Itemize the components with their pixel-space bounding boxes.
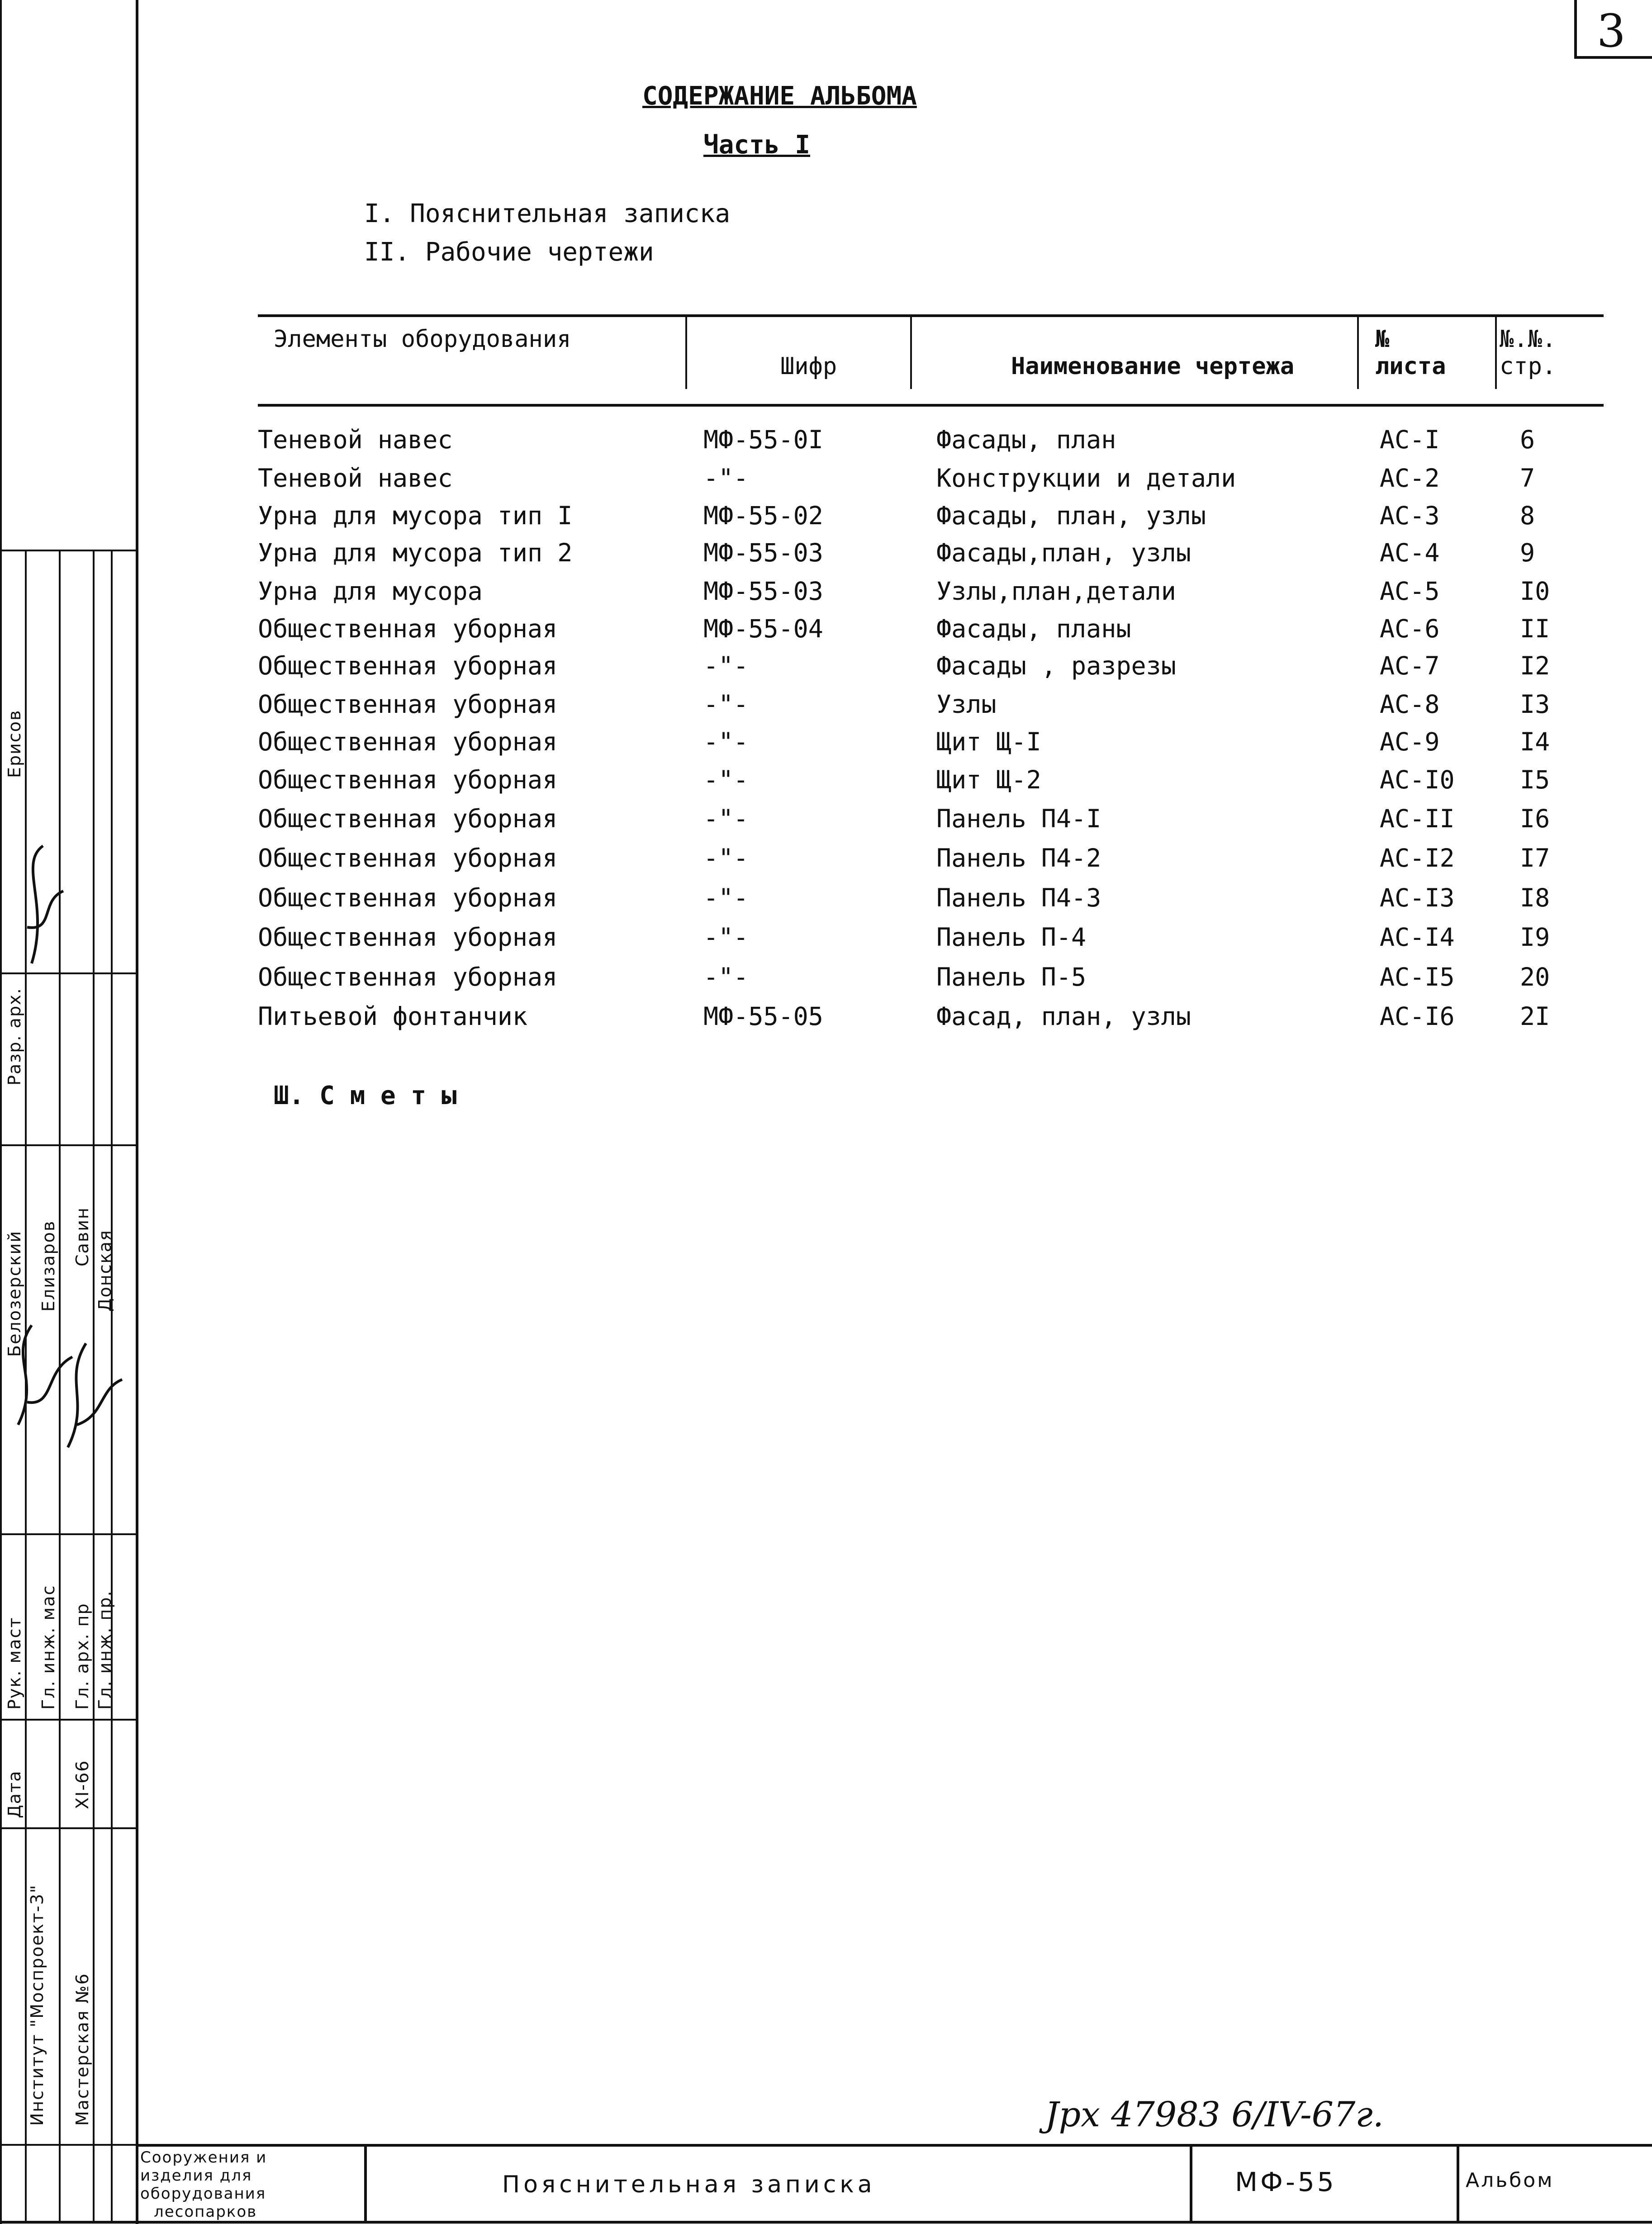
row-page: 20 xyxy=(1520,963,1550,991)
title-block-divider-1 xyxy=(364,2144,367,2223)
table-row xyxy=(258,963,1597,1001)
row-drawing-name: Панель П-5 xyxy=(936,963,1087,991)
row-page: 6 xyxy=(1520,425,1535,454)
row-code: -"- xyxy=(703,883,749,912)
row-page: I7 xyxy=(1520,844,1550,873)
stamp-role-top: Разр. арх. xyxy=(5,987,24,1086)
table-row xyxy=(258,1002,1597,1040)
stamp-role-1: Рук. маст xyxy=(5,1617,24,1710)
row-code: -"- xyxy=(703,923,749,952)
row-code: МФ-55-04 xyxy=(703,614,823,643)
row-element: Общественная уборная xyxy=(258,883,558,912)
row-drawing-name: Фасады, планы xyxy=(936,614,1131,643)
document-code: МФ-55 xyxy=(1235,2167,1337,2197)
row-drawing-name: Фасады , разрезы xyxy=(936,651,1176,680)
row-code: -"- xyxy=(703,765,749,794)
row-element: Общественная уборная xyxy=(258,651,558,680)
row-code: МФ-55-03 xyxy=(703,538,823,567)
stamp-row-line-1 xyxy=(0,550,136,551)
row-sheet: АС-I0 xyxy=(1380,765,1455,794)
row-element: Питьевой фонтанчик xyxy=(258,1002,528,1031)
header-sheet-label: листа xyxy=(1375,353,1446,380)
row-sheet: АС-I6 xyxy=(1380,1002,1455,1031)
row-page: 2I xyxy=(1520,1002,1550,1031)
row-element: Общественная уборная xyxy=(258,923,558,952)
row-drawing-name: Панель П4-2 xyxy=(936,844,1101,873)
row-sheet: АС-8 xyxy=(1380,690,1440,719)
row-drawing-name: Узлы,план,детали xyxy=(936,577,1176,606)
stamp-role-4: Гл. инж. пр. xyxy=(95,1590,115,1710)
row-drawing-name: Фасад, план, узлы xyxy=(936,1002,1191,1031)
stamp-role-3: Гл. арх. пр xyxy=(72,1603,92,1710)
row-element: Урна для мусора тип 2 xyxy=(258,538,573,567)
title-block-divider-2 xyxy=(1190,2144,1192,2223)
table-header-rule xyxy=(258,404,1604,407)
row-drawing-name: Узлы xyxy=(936,690,997,719)
title-block-bottom xyxy=(0,2221,1652,2224)
row-sheet: АС-I4 xyxy=(1380,923,1455,952)
row-element: Теневой навес xyxy=(258,464,453,493)
row-drawing-name: Панель П4-I xyxy=(936,804,1101,833)
row-drawing-name: Конструкции и детали xyxy=(936,464,1236,493)
part-title: Часть I xyxy=(703,130,811,160)
row-element: Общественная уборная xyxy=(258,844,558,873)
row-code: -"- xyxy=(703,690,749,719)
stamp-name-1: Белозерский xyxy=(5,1230,24,1357)
row-element: Общественная уборная xyxy=(258,804,558,833)
row-code: МФ-55-02 xyxy=(703,501,823,530)
section-estimates: Ш. С м е т ы xyxy=(274,1081,457,1110)
stamp-row-line-5 xyxy=(0,1719,136,1721)
row-sheet: АС-3 xyxy=(1380,501,1440,530)
row-code: МФ-55-0I xyxy=(703,425,823,454)
header-code: Шифр xyxy=(780,353,837,380)
row-element: Общественная уборная xyxy=(258,690,558,719)
row-sheet: АС-I3 xyxy=(1380,883,1455,912)
table-row xyxy=(258,765,1597,803)
row-sheet: АС-5 xyxy=(1380,577,1440,606)
table-row xyxy=(258,651,1597,689)
header-divider-2 xyxy=(910,317,912,389)
row-drawing-name: Фасады,план, узлы xyxy=(936,538,1191,567)
row-code: МФ-55-05 xyxy=(703,1002,823,1031)
row-page: I6 xyxy=(1520,804,1550,833)
header-element: Элементы оборудования xyxy=(274,326,571,353)
table-row xyxy=(258,804,1597,842)
table-row xyxy=(258,690,1597,728)
stamp-name-4: Донская xyxy=(95,1229,115,1312)
row-sheet: АС-6 xyxy=(1380,614,1440,643)
header-page-label: стр. xyxy=(1500,353,1557,380)
stamp-name-2: Елизаров xyxy=(38,1220,58,1312)
table-row xyxy=(258,844,1597,882)
row-code: -"- xyxy=(703,804,749,833)
document-type: Альбом xyxy=(1466,2169,1554,2192)
object-name-line-3: оборудования xyxy=(140,2185,266,2203)
stamp-row-line-7 xyxy=(0,2144,136,2146)
row-element: Урна для мусора xyxy=(258,577,483,606)
signature-marks xyxy=(0,837,136,1606)
object-name-line-2: изделия для xyxy=(140,2167,252,2185)
row-code: -"- xyxy=(703,651,749,680)
row-page: I4 xyxy=(1520,727,1550,756)
table-row xyxy=(258,577,1597,615)
stamp-date-label: Дата xyxy=(5,1770,24,1818)
table-row xyxy=(258,923,1597,961)
document-name: Пояснительная записка xyxy=(502,2171,876,2198)
header-drawing-name: Наименование чертежа xyxy=(1011,353,1295,380)
object-name-line-1: Сооружения и xyxy=(140,2148,267,2167)
row-drawing-name: Щит Щ-2 xyxy=(936,765,1041,794)
row-element: Общественная уборная xyxy=(258,727,558,756)
title-block-top xyxy=(136,2144,1652,2147)
row-drawing-name: Щит Щ-I xyxy=(936,727,1041,756)
title-block-divider-3 xyxy=(1457,2144,1459,2223)
section-explanatory-note: I. Пояснительная записка xyxy=(364,199,731,228)
row-page: I0 xyxy=(1520,577,1550,606)
table-row xyxy=(258,614,1597,652)
row-page: 9 xyxy=(1520,538,1535,567)
table-row xyxy=(258,538,1597,576)
row-code: -"- xyxy=(703,963,749,991)
row-page: I2 xyxy=(1520,651,1550,680)
row-sheet: АС-I xyxy=(1380,425,1440,454)
row-code: -"- xyxy=(703,464,749,493)
row-code: -"- xyxy=(703,727,749,756)
row-page: I9 xyxy=(1520,923,1550,952)
row-page: I8 xyxy=(1520,883,1550,912)
stamp-role-2: Гл. инж. мас xyxy=(38,1584,58,1710)
row-sheet: АС-II xyxy=(1380,804,1455,833)
stamp-institute: Институт "Моспроект-3" xyxy=(27,1884,47,2126)
object-name-line-4: лесопарков xyxy=(154,2203,257,2221)
row-page: 7 xyxy=(1520,464,1535,493)
row-page: 8 xyxy=(1520,501,1535,530)
table-row xyxy=(258,425,1597,463)
table-top-rule xyxy=(258,314,1604,317)
row-page: I5 xyxy=(1520,765,1550,794)
row-element: Общественная уборная xyxy=(258,614,558,643)
row-drawing-name: Панель П4-3 xyxy=(936,883,1101,912)
table-row xyxy=(258,464,1597,502)
row-drawing-name: Фасады, план xyxy=(936,425,1116,454)
header-page-no: №.№. xyxy=(1500,326,1557,353)
header-divider-1 xyxy=(685,317,687,389)
section-working-drawings: II. Рабочие чертежи xyxy=(364,237,654,267)
album-contents-title: СОДЕРЖАНИЕ АЛЬБОМА xyxy=(642,81,917,111)
stamp-workshop: Мастерская №6 xyxy=(72,1973,92,2126)
stamp-name-3: Савин xyxy=(72,1207,92,1266)
handwritten-registration-note: Jpx 47983 6/IV-67г. xyxy=(1045,2094,1384,2134)
header-divider-3 xyxy=(1357,317,1359,389)
row-sheet: АС-2 xyxy=(1380,464,1440,493)
stamp-row-line-6 xyxy=(0,1827,136,1829)
table-row xyxy=(258,727,1597,765)
table-row xyxy=(258,501,1597,539)
page-number: 3 xyxy=(1597,5,1626,57)
row-sheet: АС-4 xyxy=(1380,538,1440,567)
row-page: I3 xyxy=(1520,690,1550,719)
row-code: -"- xyxy=(703,844,749,873)
row-drawing-name: Фасады, план, узлы xyxy=(936,501,1206,530)
row-element: Общественная уборная xyxy=(258,963,558,991)
row-drawing-name: Панель П-4 xyxy=(936,923,1087,952)
left-border xyxy=(136,0,138,2224)
row-page: II xyxy=(1520,614,1550,643)
row-code: МФ-55-03 xyxy=(703,577,823,606)
stamp-name-top: Ерисов xyxy=(5,709,24,778)
table-row xyxy=(258,883,1597,921)
row-element: Теневой навес xyxy=(258,425,453,454)
header-sheet-no: № xyxy=(1375,326,1390,353)
header-divider-4 xyxy=(1495,317,1497,389)
row-element: Урна для мусора тип I xyxy=(258,501,573,530)
row-sheet: АС-I2 xyxy=(1380,844,1455,873)
row-sheet: АС-I5 xyxy=(1380,963,1455,991)
row-sheet: АС-7 xyxy=(1380,651,1440,680)
row-sheet: АС-9 xyxy=(1380,727,1440,756)
row-element: Общественная уборная xyxy=(258,765,558,794)
stamp-date-value: XI-66 xyxy=(72,1759,92,1809)
